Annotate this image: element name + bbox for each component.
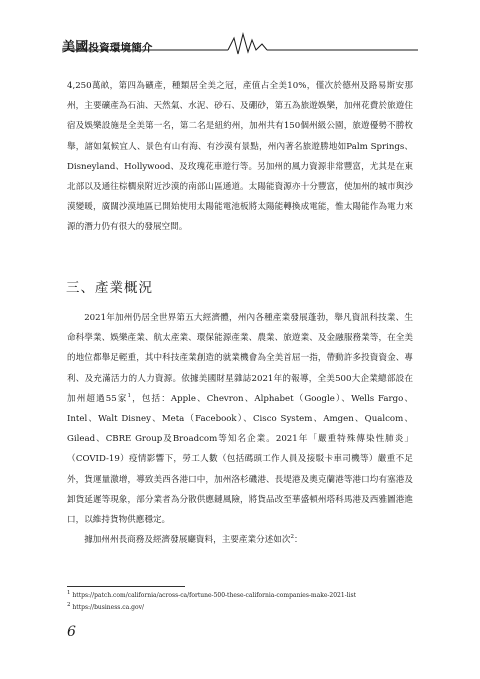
paragraph-2-text-a: 2021年加州仍居全世界第五大經濟體，州內各種產業發展蓬勃，舉凡資訊科技業、生命科學業、娛樂產業、航太產業、環保能源產業、農業、旅遊業、及金融服務業等，在全美的地位都舉足輕重，其中科技產業創造的就業機會為全美首屈一指，帶動許多投資資金、專利、及充滿活力的人力資源。依據美國財星雜誌2021年的報導，全美500大企業總部設在加州超過55家 — [67, 313, 413, 404]
footnote-2 — [67, 602, 356, 614]
header-title-main: 美國 — [62, 40, 89, 55]
footnotes — [67, 590, 356, 614]
footnote-1-link[interactable]: https://patch.com/california/across-ca/fortune-500-these-california-companies-make-2021-list — [72, 592, 357, 599]
footnote-divider — [67, 586, 185, 587]
footnote-ref-1: 1 — [127, 392, 132, 399]
footnote-1-number: 1 — [67, 590, 71, 596]
section-heading: 三、產業概況 — [66, 280, 153, 296]
intro-paragraph-text: 4,250萬畝，第四為礦產，種類居全美之冠，產值占全美10%，僅次於德州及路易斯安那州，主要礦產為石油、天然氣、水泥、砂石、及硼砂，第五為旅遊娛樂，加州花費於旅遊住宿及娛樂設施是全美第一名，第二名是紐約州，加州共有150個州級公園，旅遊優勢不勝枚舉，諸如氣候宜人、景色有山有海、有沙漠有景點，州內著名旅遊勝地如Palm Springs、Disneyland、Hollywood、及玫瑰花車遊行等。另加州的風力資源非常豐富，尤其是在東北部以及通往棕櫚泉附近沙漠的南部山區通道。太陽能資源亦十分豐富，使加州的城市與沙漠變暖，廣闊沙漠地區已開始使用太陽能電池板將太陽能轉換成電能，惟太陽能作為電力來源的潛力仍有很大的發展空間。 — [67, 81, 413, 233]
paragraph-2 — [67, 308, 413, 530]
footnote-2-number: 2 — [67, 602, 71, 608]
page-number: 6 — [67, 624, 76, 640]
intro-paragraph — [67, 76, 413, 238]
paragraph-3 — [67, 530, 413, 550]
paragraph-3-text-a: 據加州州長商務及經濟發展廳資料，主要產業分述如次 — [84, 535, 291, 546]
industry-overview-paragraph — [67, 308, 413, 550]
header-title — [62, 36, 153, 55]
footnote-2-link[interactable]: https://business.ca.gov/ — [72, 604, 144, 611]
footnote-1 — [67, 590, 356, 602]
footnote-ref-2: 2 — [290, 534, 294, 541]
paragraph-2-text-b: ，包括：Apple、Chevron、Alphabet（Google）、Wells Fargo、Intel、Walt Disney、Meta（Facebook）、Cisco System、Amgen、Qualcom、Gilead、CBRE Group及Broadcom等知名企業。2021年「嚴重特殊傳染性肺炎」（COVID-19）疫情影響下，勞工人數（包括碼頭工作人員及接駁卡車司機等）嚴重不足外，貨運量激增，導致美西各港口中，加州洛杉磯港、長堤港及奧克蘭港等港口均有塞港及卸貨延遲等現象，部分業者為分散供應鏈風險，將貨品改至華盛頓州塔科馬港及西雅圖港進口，以維持貨物供應穩定。 — [67, 393, 413, 526]
header-title-rest: 投資環境簡介 — [88, 42, 153, 54]
paragraph-3-text-b: ： — [293, 535, 303, 546]
running-header — [62, 30, 418, 56]
